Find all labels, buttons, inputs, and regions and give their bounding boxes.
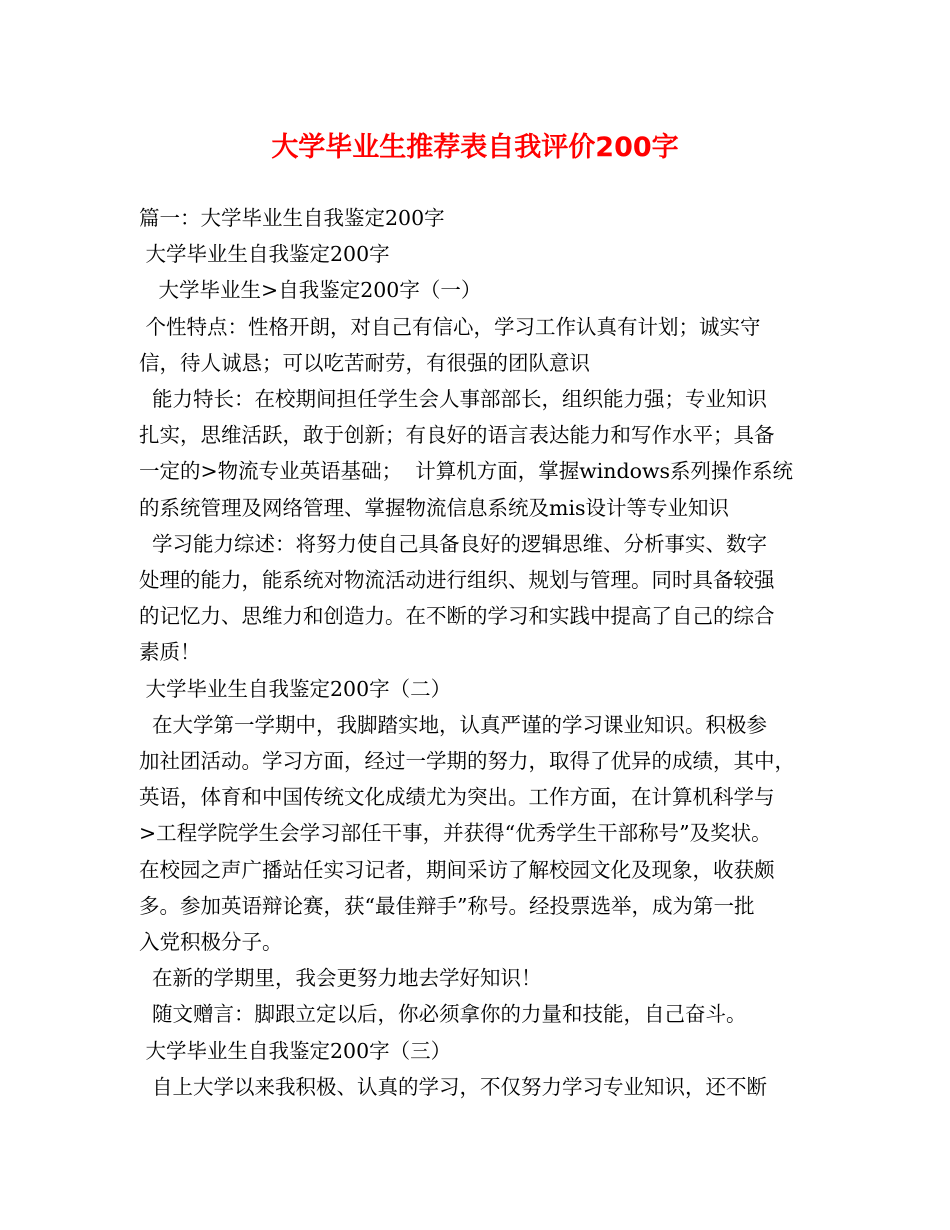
text-line: 在大学第一学期中，我脚踏实地，认真严谨的学习课业知识。积极参 [139,712,768,737]
text-line: 自上大学以来我积极、认真的学习，不仅努力学习专业知识，还不断 [139,1074,768,1099]
text-line: 信，待人诚恳；可以吃苦耐劳，有很强的团队意识 [139,350,590,375]
text-line: 大学毕业生自我鉴定200字（三） [139,1038,452,1063]
text-line: 加社团活动。学习方面，经过一学期的努力，取得了优异的成绩，其中， [139,749,795,774]
document-title: 大学毕业生推荐表自我评价200字 [271,132,679,163]
text-line: 多。参加英语辩论赛，获“最佳辩手”称号。经投票选举，成为第一批 [139,893,755,918]
text-line: 扎实，思维活跃，敢于创新；有良好的语言表达能力和写作水平；具备 [139,423,775,448]
text-line: 的记忆力、思维力和创造力。在不断的学习和实践中提高了自己的综合 [139,604,775,629]
text-line: 随文赠言：脚跟立定以后，你必须拿你的力量和技能，自己奋斗。 [139,1002,747,1027]
text-line: 入党积极分子。 [139,930,283,955]
text-line: 的系统管理及网络管理、掌握物流信息系统及mis设计等专业知识 [139,495,730,520]
text-line: 大学毕业生>自我鉴定200字（一） [139,278,482,303]
text-line: 学习能力综述：将努力使自己具备良好的逻辑思维、分析事实、数字 [139,531,768,556]
text-line: 一定的>物流专业英语基础； 计算机方面，掌握windows系列操作系统 [139,459,794,484]
text-line: 篇一：大学毕业生自我鉴定200字 [139,206,445,230]
document-body [139,200,829,1105]
text-line: 在新的学期里，我会更努力地去学好知识！ [139,966,542,991]
text-line: 个性特点：性格开朗，对自己有信心，学习工作认真有计划；诚实守 [139,314,761,339]
text-line: 大学毕业生自我鉴定200字（二） [139,676,452,701]
text-line: 能力特长：在校期间担任学生会人事部部长，组织能力强；专业知识 [139,387,768,412]
text-line: >工程学院学生会学习部任干事，并获得“优秀学生干部称号”及奖状。 [139,821,772,846]
text-line: 英语，体育和中国传统文化成绩尤为突出。工作方面，在计算机科学与 [139,785,775,810]
text-line: 大学毕业生自我鉴定200字 [139,242,390,267]
text-line: 素质！ [139,640,201,665]
text-line: 处理的能力，能系统对物流活动进行组织、规划与管理。同时具备较强 [139,568,775,593]
text-line: 在校园之声广播站任实习记者，期间采访了解校园文化及现象，收获颇 [139,857,775,882]
